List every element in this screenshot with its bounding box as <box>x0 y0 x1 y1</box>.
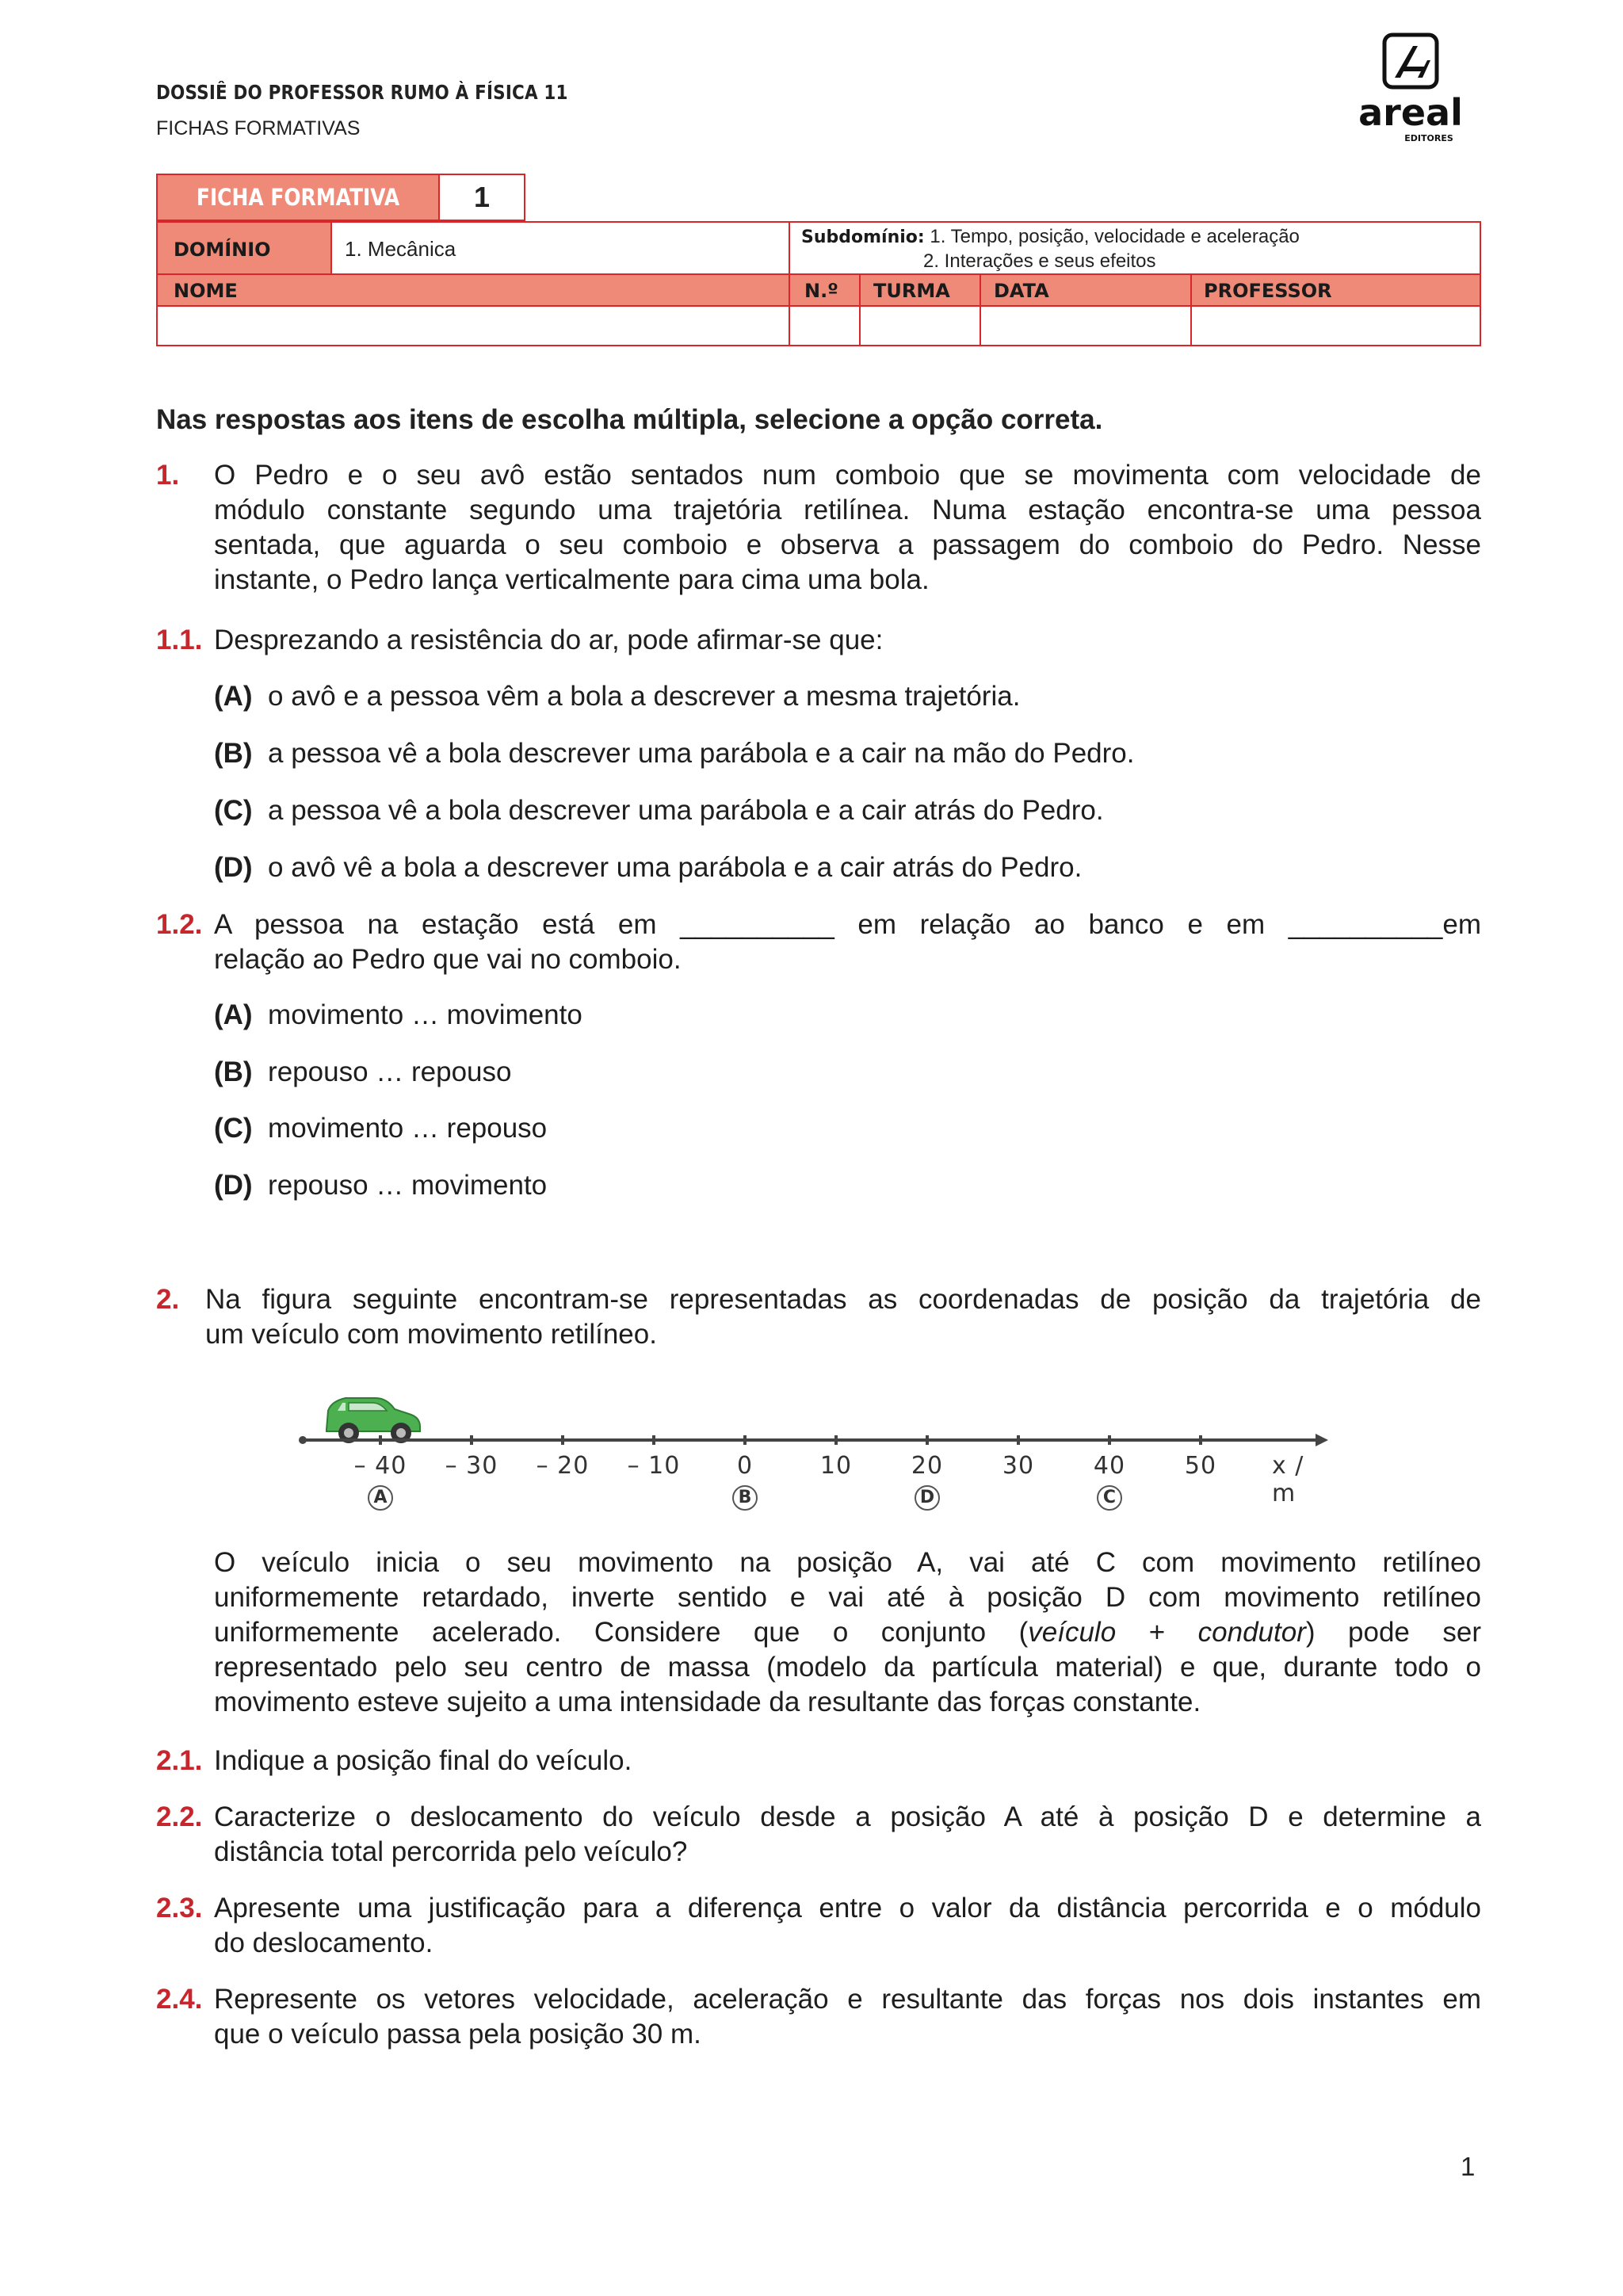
point-marker-c: C <box>1097 1485 1122 1511</box>
axis-tick-label: 20 <box>911 1452 944 1480</box>
q24-number: 2.4. <box>156 1984 203 2015</box>
turma-field[interactable] <box>861 307 980 345</box>
subdominio-label: Subdomínio: <box>801 227 925 247</box>
grid-line <box>1190 275 1192 345</box>
car-icon <box>327 1398 420 1443</box>
q12-option-b[interactable]: (B) repouso … repouso <box>214 1056 512 1087</box>
logo-subtext: EDITORES <box>1404 133 1453 143</box>
nome-field[interactable] <box>158 307 789 345</box>
grid-line <box>980 275 981 345</box>
ficha-label: FICHA FORMATIVA <box>196 184 400 211</box>
axis-tick-label: 30 <box>1002 1452 1035 1480</box>
q1-number: 1. <box>156 460 180 491</box>
q23-text: Apresente uma justificação para a diferença entre o valor da distância percorrida e o módulo do deslocamento. <box>214 1893 1481 1958</box>
ficha-number: 1 <box>440 174 525 221</box>
q22-text: Caracterize o deslocamento do veículo desde a posição A até à posição D e determine a distância total percorrida pelo veículo? <box>214 1801 1481 1867</box>
q12-number: 1.2. <box>156 909 203 940</box>
dominio-label-cell <box>158 223 332 275</box>
professor-label: PROFESSOR <box>1204 280 1332 302</box>
dominio-label: DOMÍNIO <box>174 239 271 261</box>
q2-paragraph-line3: uniformemente acelerado. Considere que o conjunto (veículo + condutor) pode ser <box>214 1617 1481 1648</box>
nome-label: NOME <box>174 280 238 302</box>
axis-tick-label: 40 <box>1093 1452 1126 1480</box>
axis-tick-label: 50 <box>1184 1452 1217 1480</box>
axis-tick-label: – 20 <box>536 1452 590 1480</box>
axis-svg <box>293 1379 1331 1450</box>
axis-label: x / m <box>1272 1452 1304 1507</box>
turma-label: TURMA <box>873 280 950 302</box>
q24-text: Represente os vetores velocidade, aceleração e resultante das forças nos dois instantes em que o veículo passa pela posição 30 m. <box>214 1984 1481 2050</box>
point-marker-b: B <box>732 1485 758 1511</box>
publisher-logo <box>1351 32 1470 151</box>
axis-tick-label: – 30 <box>445 1452 498 1480</box>
axis-tick-label: 10 <box>819 1452 853 1480</box>
axis-tick-label: – 40 <box>353 1452 407 1480</box>
q12-option-a[interactable]: (A) movimento … movimento <box>214 999 582 1030</box>
q23-number: 2.3. <box>156 1893 203 1924</box>
data-field[interactable] <box>981 307 1190 345</box>
q11-option-d[interactable]: (D) o avô vê a bola a descrever uma parábola e a cair atrás do Pedro. <box>214 852 1083 883</box>
q1-line: módulo constante segundo uma trajetória retilínea. Numa estação encontra-se uma pessoa <box>214 495 1481 525</box>
subdominio-line2: 2. Interações e seus efeitos <box>923 250 1156 272</box>
q12-option-c[interactable]: (C) movimento … repouso <box>214 1113 548 1144</box>
grid-line <box>158 273 1480 275</box>
data-label: DATA <box>994 280 1049 302</box>
instruction: Nas respostas aos itens de escolha múltipla, selecione a opção correta. <box>156 404 1103 435</box>
q11-option-c[interactable]: (C) a pessoa vê a bola descrever uma parábola e a cair atrás do Pedro. <box>214 795 1104 826</box>
grid-line <box>158 305 1480 307</box>
point-marker-d: D <box>915 1485 940 1511</box>
header-title: DOSSIÊ DO PROFESSOR RUMO À FÍSICA 11 <box>156 81 568 104</box>
axis-arrow-icon <box>1316 1434 1328 1446</box>
q1-line: sentada, que aguarda o seu comboio e observa a passagem do comboio do Pedro. Nesse <box>214 529 1481 560</box>
q2-paragraph: O veículo inicia o seu movimento na posição A, vai até C com movimento retilíneo uniformemente retardado, inverte sentido e vai até à posição D com movimento retilíneo uniformemente acelerado. Considere que o conjunto (veículo + condutor) pode ser representado pelo seu centro de massa (modelo da partícula material) e que, durante todo o movimento esteve sujeito a uma intensidade da resultante das forças constante. <box>214 1547 1481 1717</box>
header-subtitle: FICHAS FORMATIVAS <box>156 117 361 139</box>
q1-line: instante, o Pedro lança verticalmente para cima uma bola. <box>214 564 930 595</box>
info-table <box>156 221 1481 346</box>
professor-field[interactable] <box>1192 307 1480 345</box>
page-number: 1 <box>1461 2152 1476 2181</box>
q21-number: 2.1. <box>156 1745 203 1776</box>
grid-line <box>789 223 790 345</box>
q21-text: Indique a posição final do veículo. <box>214 1745 632 1776</box>
q11-text: Desprezando a resistência do ar, pode afirmar-se que: <box>214 625 884 655</box>
grid-line <box>859 275 861 345</box>
dominio-value[interactable]: 1. Mecânica <box>345 237 456 261</box>
q2-text: Na figura seguinte encontram-se representadas as coordenadas de posição da trajetória de um veículo com movimento retilíneo. <box>205 1284 1481 1350</box>
numero-label: N.º <box>804 280 838 302</box>
grid-line <box>330 223 332 275</box>
subdominio-line1: Subdomínio: 1. Tempo, posição, velocidade e aceleração <box>801 226 1300 247</box>
axis-tick-label: 0 <box>736 1452 754 1480</box>
axis-tick-label: – 10 <box>627 1452 681 1480</box>
position-axis-figure <box>293 1379 1331 1522</box>
q11-option-a[interactable]: (A) o avô e a pessoa vêm a bola a descrever a mesma trajetória. <box>214 681 1021 712</box>
numero-field[interactable] <box>790 307 859 345</box>
q1-line: O Pedro e o seu avô estão sentados num comboio que se movimenta com velocidade de <box>214 460 1481 491</box>
q1-text <box>214 458 1481 598</box>
q12-option-d[interactable]: (D) repouso … movimento <box>214 1170 548 1201</box>
q22-number: 2.2. <box>156 1801 203 1832</box>
q2-number: 2. <box>156 1284 180 1315</box>
q11-number: 1.1. <box>156 625 203 655</box>
q12-text: A pessoa na estação está em __________ em relação ao banco e em __________em relação ao Pedro que vai no comboio. <box>214 909 1481 975</box>
logo-wordmark: areal <box>1358 91 1463 134</box>
point-marker-a: A <box>368 1485 393 1511</box>
q11-option-b[interactable]: (B) a pessoa vê a bola descrever uma parábola e a cair na mão do Pedro. <box>214 738 1135 769</box>
